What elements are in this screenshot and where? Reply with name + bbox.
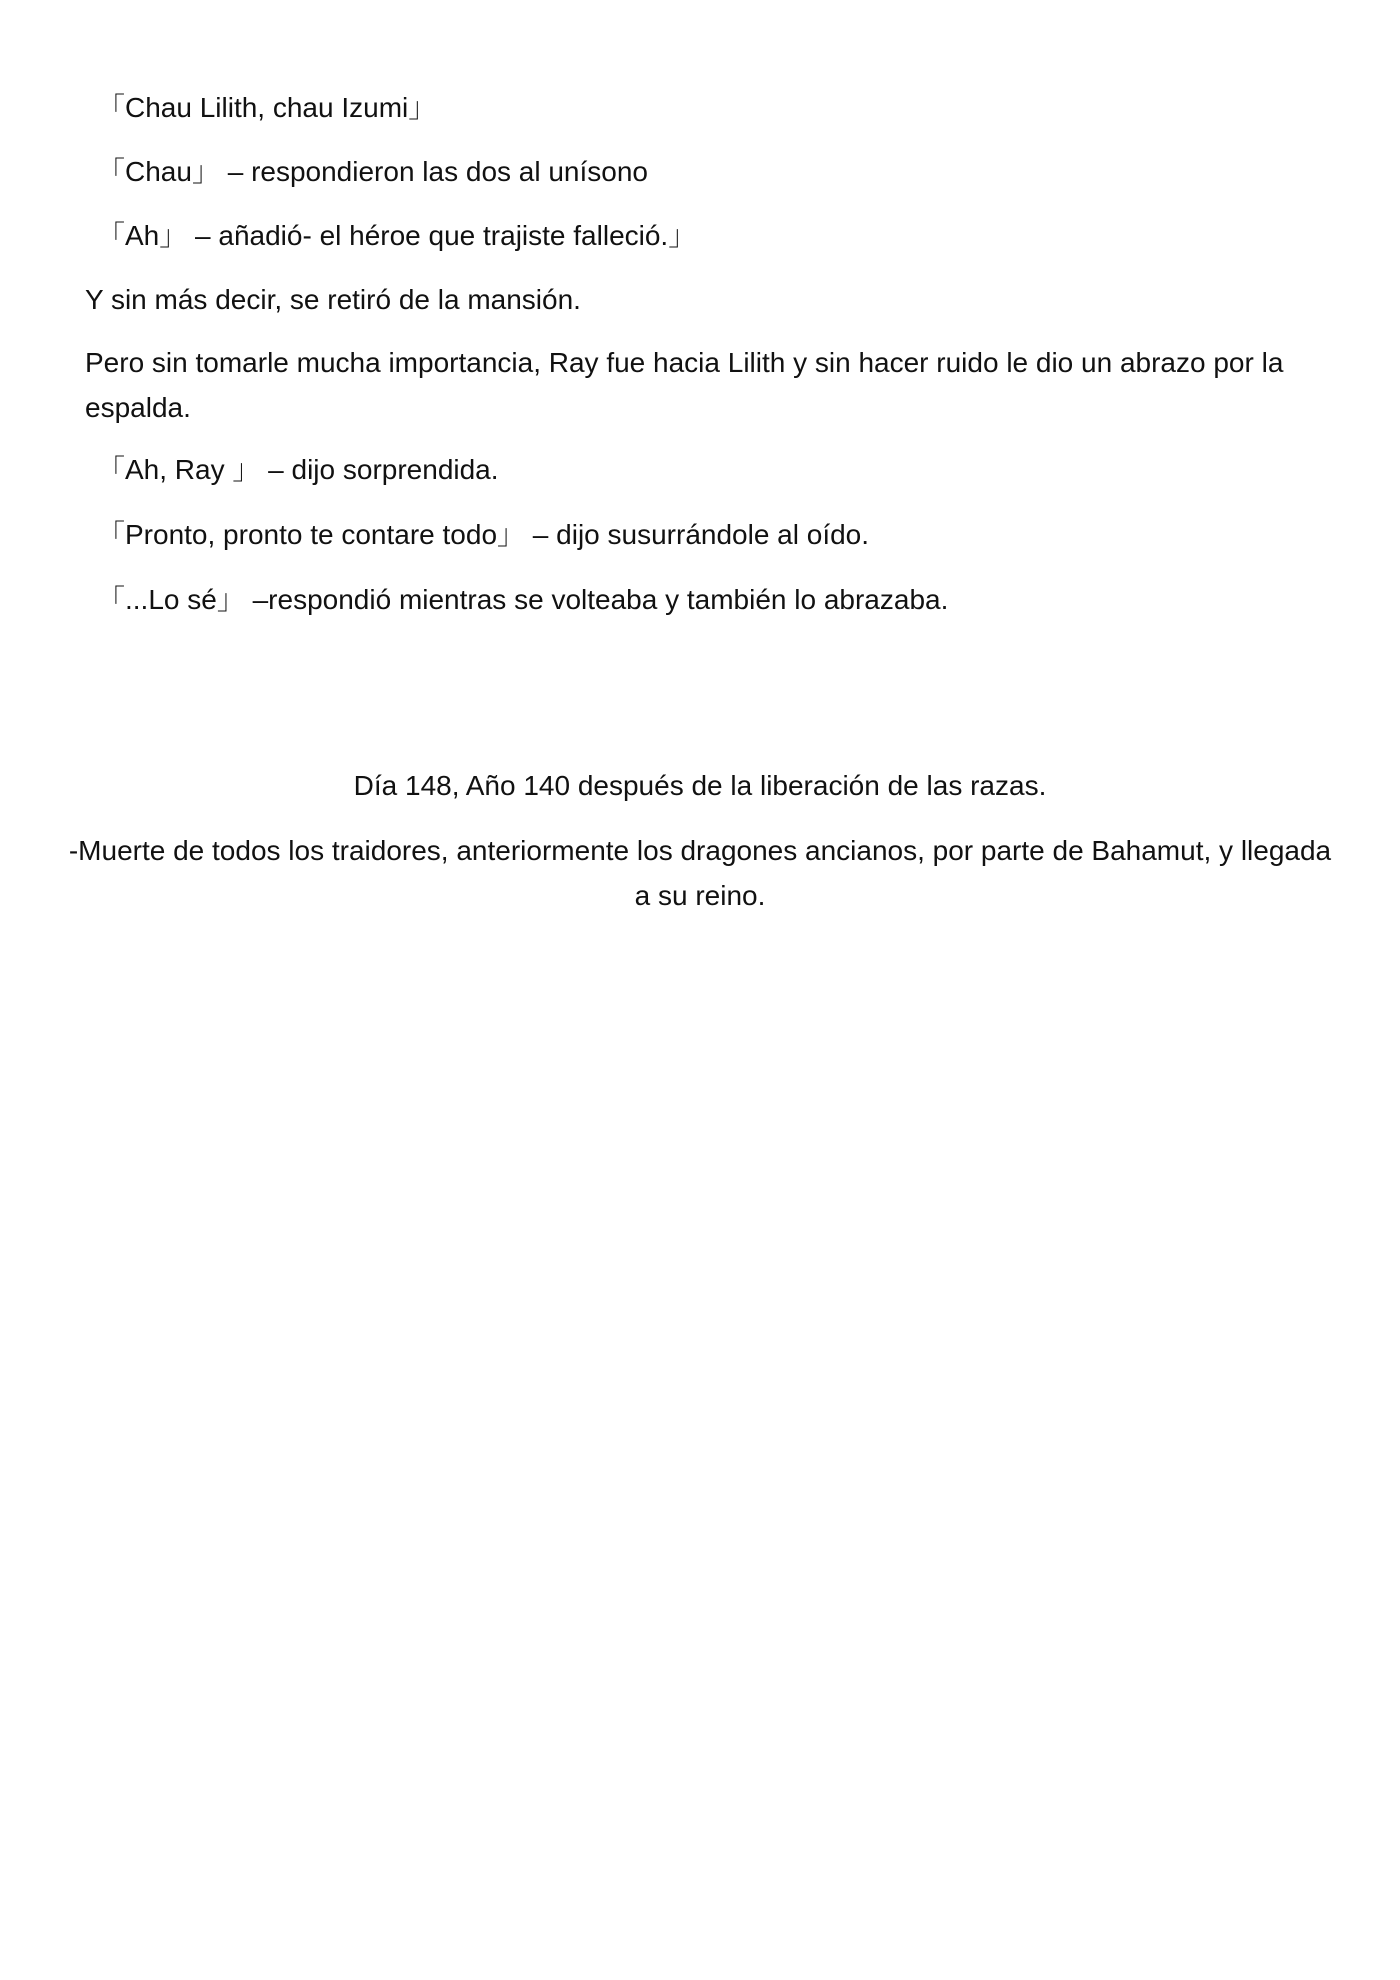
dialogue-farewell: 「Chau Lilith, chau Izumi」 bbox=[97, 92, 437, 123]
narration-ray-hug: Pero sin tomarle mucha importancia, Ray fue hacia Lilith y sin hacer ruido le dio un abrazo por la espalda. bbox=[85, 347, 1284, 423]
dialogue-pronto: 「Pronto, pronto te contare todo」 – dijo susurrándole al oído. bbox=[97, 519, 870, 550]
dialogue-reply-chau: 「Chau」 – respondieron las dos al unísono bbox=[97, 156, 649, 187]
dialogue-ah-ray: 「Ah, Ray 」 – dijo sorprendida. bbox=[97, 454, 499, 485]
chapter-summary: -Muerte de todos los traidores, anteriormente los dragones ancianos, por parte de Bahamut, y llegada a su reino. bbox=[68, 835, 1332, 911]
narration-left-mansion: Y sin más decir, se retiró de la mansión. bbox=[85, 284, 581, 315]
dialogue-hero-died: 「Ah」 – añadió- el héroe que trajiste falleció.」 bbox=[97, 220, 697, 251]
chapter-date-line: Día 148, Año 140 después de la liberación de las razas. bbox=[353, 770, 1047, 801]
dialogue-lo-se: 「...Lo sé」 –respondió mientras se volteaba y también lo abrazaba. bbox=[97, 584, 949, 615]
